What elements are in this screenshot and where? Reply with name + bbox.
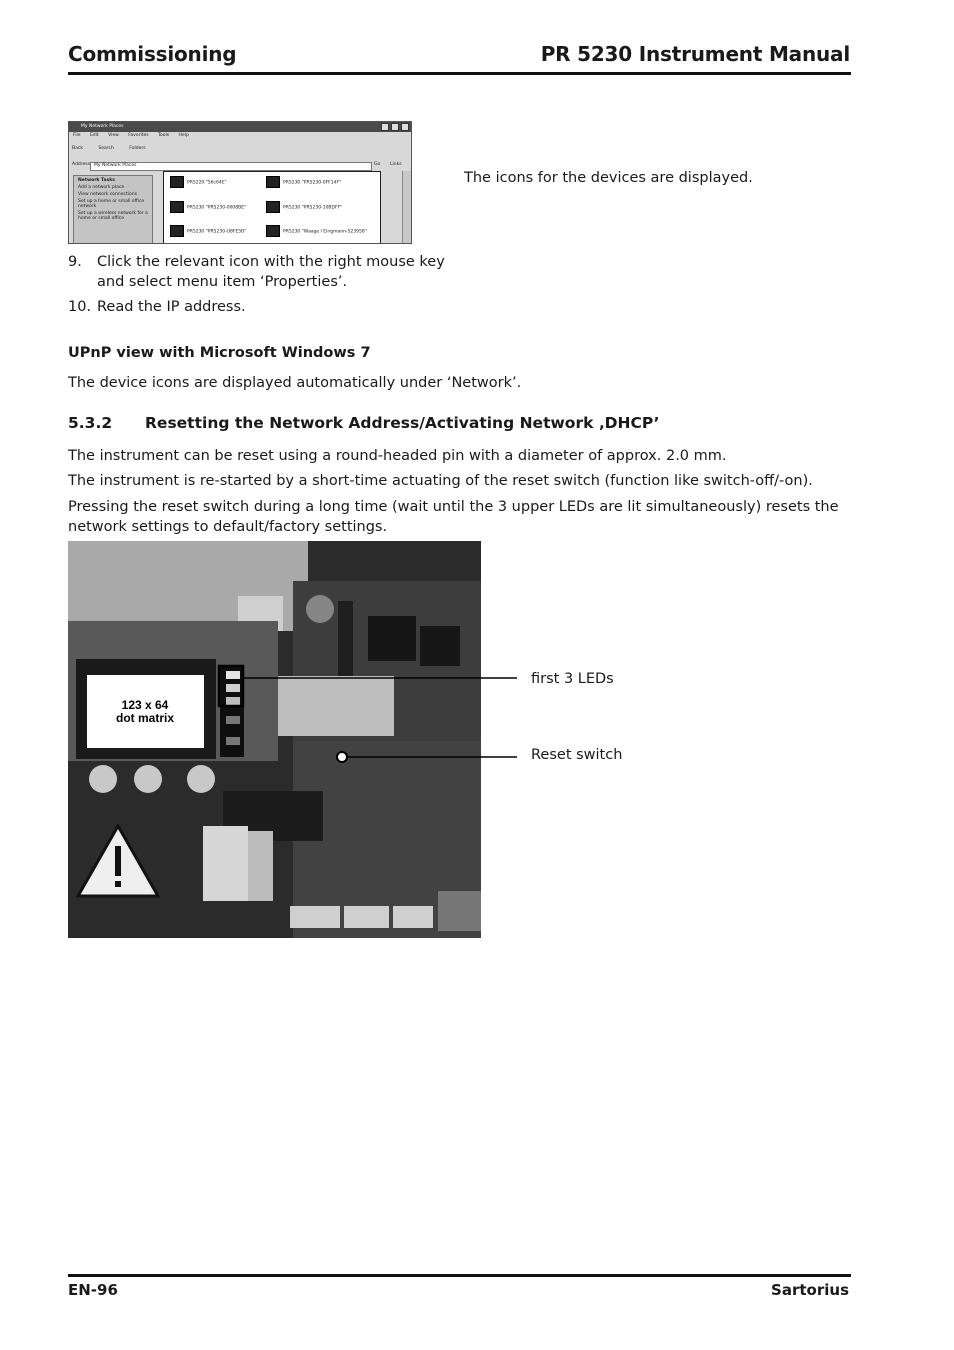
section-number: 5.3.2 [68, 414, 113, 432]
display-line2: dot matrix [115, 711, 175, 725]
header-manual-title: PR 5230 Instrument Manual [540, 42, 850, 66]
footer-rule [68, 1274, 851, 1277]
search-tool: Search [98, 146, 114, 151]
device-label: PR5230 "PR5230-0FF14F" [283, 180, 342, 186]
section-title: Resetting the Network Address/Activating Network ‚DHCP’ [145, 414, 660, 432]
brand-name: Sartorius [771, 1281, 849, 1299]
folders-tool: Folders [129, 146, 146, 151]
caption-devices: The icons for the devices are displayed. [464, 170, 753, 186]
menu-item: Edit [89, 133, 99, 138]
menu-item: Help [178, 133, 189, 138]
links-label: Links [390, 162, 402, 167]
menu-item: Tools [158, 133, 170, 138]
upnp-text: The device icons are displayed automatically under ‘Network’. [68, 375, 522, 391]
label-leds: first 3 LEDs [531, 671, 614, 687]
upnp-heading: UPnP view with Microsoft Windows 7 [68, 345, 371, 361]
section-para: The instrument can be reset using a round-headed pin with a diameter of approx. 2.0 mm. [68, 448, 727, 464]
address-value: My Network Places [94, 163, 137, 168]
page-number: EN-96 [68, 1281, 118, 1299]
menu-item: View [108, 133, 119, 138]
device-label: PR5220 "56c64E" [187, 180, 227, 186]
step-number: 10. [68, 299, 92, 315]
header-section-title: Commissioning [68, 42, 237, 66]
device-label: PR5230 "PR5230-U8FE5B" [187, 229, 247, 235]
task-item: View network connections [78, 192, 137, 197]
step-text: Click the relevant icon with the right mouse key [97, 254, 445, 270]
step-text: Read the IP address. [97, 299, 246, 315]
address-label: Address [72, 162, 90, 167]
back-tool: Back [72, 146, 83, 151]
device-label: PR5230 "Waage I Eingmann-523958" [283, 229, 367, 235]
step-number: 9. [68, 254, 82, 270]
section-para: Pressing the reset switch during a long time (wait until the 3 upper LEDs are lit simultaneously) resets the [68, 499, 839, 515]
menu-item: Favorites [128, 133, 149, 138]
device-label: PR5230 "PR5230-0008BE" [187, 205, 247, 211]
task-item: Set up a wireless network for a home or small office [78, 211, 148, 221]
window-title: My Network Places [81, 124, 124, 129]
label-reset: Reset switch [531, 747, 623, 763]
display-line1: 123 x 64 [121, 698, 169, 712]
section-para: network settings to default/factory settings. [68, 519, 388, 535]
device-label: PR5230 "PR5230-10BDFF" [283, 205, 343, 211]
tasks-title: Network Tasks [78, 178, 115, 183]
go-label: Go [374, 162, 381, 167]
task-item: Add a network place [78, 185, 125, 190]
step-text: and select menu item ‘Properties’. [97, 274, 348, 290]
menu-item: File [73, 133, 81, 138]
section-para: The instrument is re-started by a short-time actuating of the reset switch (function like switch-off/-on). [68, 473, 813, 489]
task-item: Set up a home or small office network [78, 199, 145, 209]
